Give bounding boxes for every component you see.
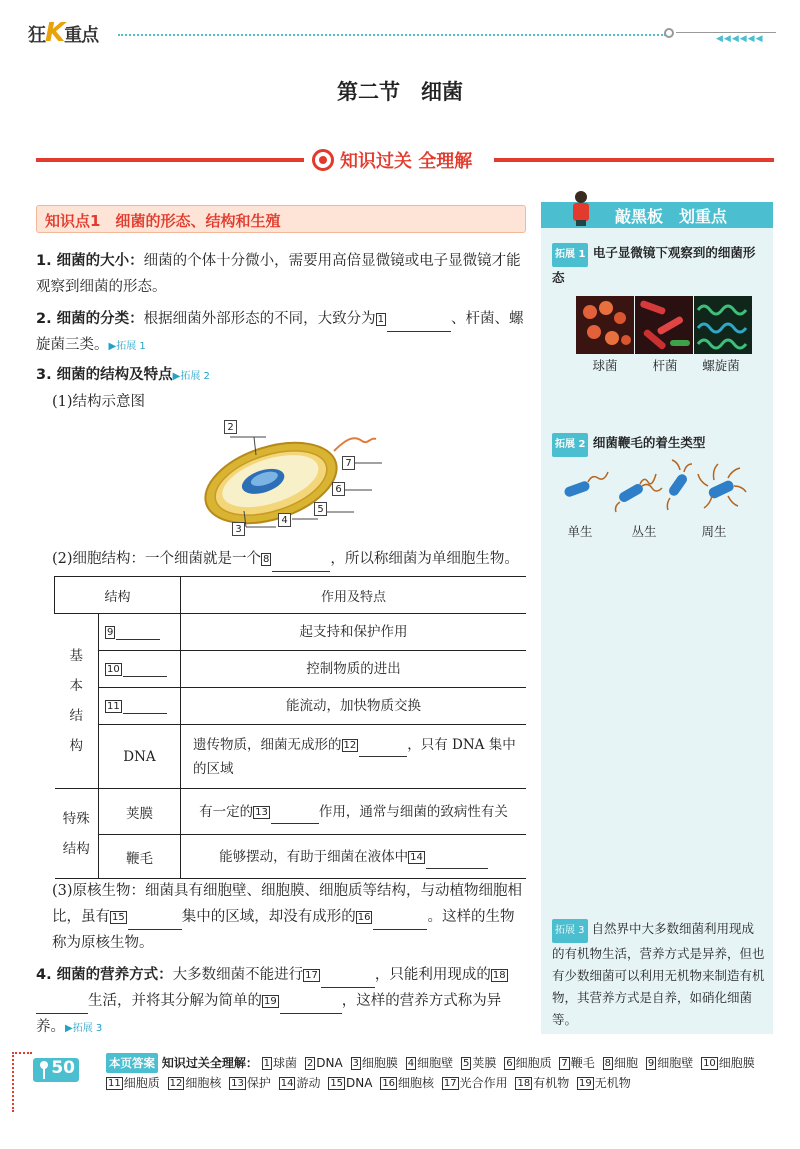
fill-blank[interactable] xyxy=(373,915,427,930)
answer-item xyxy=(577,1076,631,1090)
banner-rule-right xyxy=(494,158,774,162)
header-rule xyxy=(676,32,776,33)
diagram-label-5: 5 xyxy=(314,502,327,516)
answer-text: 细胞膜 xyxy=(718,1056,755,1070)
extension-tag: 拓展 2 xyxy=(552,433,588,457)
page-plant-icon xyxy=(36,1061,52,1079)
table-row: 10 xyxy=(99,651,181,688)
extension-tag: 拓展 3 xyxy=(552,919,588,943)
answer-text: 细胞核 xyxy=(185,1076,222,1090)
fill-blank[interactable] xyxy=(280,999,342,1014)
answer-number: 5 xyxy=(462,1058,470,1069)
page-number: 50 xyxy=(33,1058,79,1082)
answer-title: 知识过关全理解： xyxy=(161,1056,258,1070)
structure-diagram-caption: (1)结构示意图 xyxy=(52,394,146,410)
answer-item xyxy=(168,1076,222,1090)
answer-item xyxy=(328,1076,372,1090)
fill-blank[interactable] xyxy=(36,999,88,1014)
table-cell-desc: 有一定的 13 作用，通常与细菌的致病性有关 xyxy=(181,789,527,835)
answer-text: 细胞 xyxy=(614,1056,639,1070)
diagram-label-6: 6 xyxy=(332,482,345,496)
answer-number: 8 xyxy=(604,1058,611,1069)
paragraph-nutrition: 4. 细菌的营养方式：大多数细菌不能进行 17 ，只能利用现成的 18生活，并将其分解为简单的 19 ，这样的营养方式称为异养。▶拓展 3 xyxy=(36,967,506,1035)
paragraph-classification: 2. 细菌的分类：根据细菌外部形态的不同，大致分为 1 、杆菌、螺旋菌三类。▶拓展 1 xyxy=(36,311,524,353)
caption-spirillum: 螺旋菌 xyxy=(702,358,740,373)
table-row: 9 xyxy=(99,614,181,651)
answer-key xyxy=(106,1053,770,1093)
answer-item xyxy=(229,1076,271,1090)
caption-coccus: 球菌 xyxy=(592,358,618,373)
answer-text: 细胞壁 xyxy=(417,1056,454,1070)
answer-item xyxy=(279,1076,321,1090)
section-title: 第二节 细菌 xyxy=(337,79,463,104)
answer-text: DNA xyxy=(346,1076,373,1090)
answer-number: 11 xyxy=(108,1078,121,1089)
answer-number: 9 xyxy=(647,1058,655,1069)
answer-item xyxy=(380,1076,434,1090)
table-cell-desc: 能够摆动，有助于细菌在液体中 14 xyxy=(181,835,527,879)
swirl-icon xyxy=(312,149,334,171)
answer-item xyxy=(406,1056,453,1070)
answer-item xyxy=(461,1056,496,1070)
answer-item xyxy=(646,1056,693,1070)
page-frame-ornament xyxy=(12,1052,32,1112)
answer-number: 7 xyxy=(561,1058,568,1069)
answer-text: DNA xyxy=(316,1056,343,1070)
flagella-types-illustration xyxy=(558,458,758,520)
answer-number: 18 xyxy=(517,1078,531,1089)
answer-text: 细胞膜 xyxy=(361,1056,398,1070)
fill-blank[interactable] xyxy=(321,973,375,988)
table-cell-flagella: 鞭毛 xyxy=(99,835,181,879)
answer-text: 游动 xyxy=(296,1076,321,1090)
answer-number: 4 xyxy=(407,1058,415,1069)
sidebar-header: 敲黑板 划重点 xyxy=(541,202,773,228)
fill-blank[interactable] xyxy=(128,915,182,930)
electron-micrograph-image xyxy=(576,296,752,354)
answer-item xyxy=(442,1076,508,1090)
answer-item xyxy=(305,1056,343,1070)
answer-number: 3 xyxy=(352,1058,359,1069)
answer-number: 17 xyxy=(443,1078,457,1089)
header-dotted-rule xyxy=(118,34,666,36)
extension-link[interactable]: ▶拓展 1 xyxy=(108,341,146,352)
answer-text: 保护 xyxy=(246,1076,271,1090)
diagram-label-3: 3 xyxy=(232,522,245,536)
diagram-label-4: 4 xyxy=(278,513,291,527)
table-cell-desc: 遗传物质，细菌无成形的 12 ，只有 DNA 集中的区域 xyxy=(181,725,527,789)
sidebar-ext1-title: 拓展 1 电子显微镜下观察到的细菌形态 xyxy=(552,245,756,285)
answer-number: 15 xyxy=(330,1078,344,1089)
p4-label: 4. 细菌的营养方式： xyxy=(36,967,173,983)
p1-text: 细菌的个体十分微小，需要用高倍显微镜或电子显微镜才能观察到细菌的形态。 xyxy=(36,253,521,295)
answer-text: 无机物 xyxy=(594,1076,631,1090)
answer-number: 14 xyxy=(280,1078,294,1089)
blank-number: 8 xyxy=(263,553,270,565)
blank-number: 1 xyxy=(377,313,385,325)
blank-number: 17 xyxy=(305,969,318,981)
answer-item xyxy=(106,1076,160,1090)
answer-number: 6 xyxy=(506,1058,513,1069)
fill-blank[interactable] xyxy=(426,854,488,869)
caption-monotrichous: 单生 xyxy=(567,524,593,539)
banner-rule-left xyxy=(36,158,304,162)
caption-bacillus: 杆菌 xyxy=(652,358,678,373)
knowledge-point-title: 知识点1 细菌的形态、结构和生殖 xyxy=(36,205,526,233)
answer-text: 细胞核 xyxy=(398,1076,435,1090)
answer-text: 荚膜 xyxy=(472,1056,497,1070)
answer-item xyxy=(351,1056,398,1070)
table-cell-dna: DNA xyxy=(99,725,181,789)
table-row: 11 xyxy=(99,688,181,725)
p3-label: 3. 细菌的结构及特点 xyxy=(36,367,173,383)
p2-label: 2. 细菌的分类： xyxy=(36,311,144,327)
answer-text: 细胞壁 xyxy=(657,1056,694,1070)
answer-text: 有机物 xyxy=(533,1076,570,1090)
paragraph-cell-structure: (2)细胞结构：一个细菌就是一个 8 ，所以称细菌为单细胞生物。 xyxy=(52,546,532,572)
answer-item xyxy=(559,1056,594,1070)
answer-item xyxy=(603,1056,638,1070)
category-special: 特殊 结构 xyxy=(55,789,99,879)
table-cell-desc: 控制物质的进出 xyxy=(181,651,527,688)
bacterium-diagram xyxy=(196,415,396,540)
fill-blank[interactable] xyxy=(387,317,451,332)
answer-tag: 本页答案 xyxy=(106,1053,158,1073)
answer-number: 12 xyxy=(169,1078,183,1089)
answer-text: 细胞质 xyxy=(123,1076,160,1090)
category-basic: 基 本 结 构 xyxy=(55,614,99,789)
answer-item xyxy=(262,1056,297,1070)
table-cell-desc: 能流动，加快物质交换 xyxy=(181,688,527,725)
table-cell-capsule: 荚膜 xyxy=(99,789,181,835)
answer-number: 1 xyxy=(263,1058,271,1069)
diagram-label-7: 7 xyxy=(342,456,355,470)
table-header-structure: 结构 xyxy=(55,577,181,614)
fill-blank[interactable] xyxy=(271,809,319,824)
blank-number: 18 xyxy=(492,969,506,981)
brand-logo: 狂K重点 xyxy=(28,18,99,48)
blank-number: 16 xyxy=(357,911,371,923)
answer-number: 13 xyxy=(231,1078,244,1089)
extension-link[interactable]: ▶拓展 3 xyxy=(65,1023,103,1034)
caption-lophotrichous: 丛生 xyxy=(631,524,657,539)
fill-blank[interactable] xyxy=(123,699,167,714)
sidebar-ext3-text: 拓展 3 自然界中大多数细菌利用现成的有机物生活，营养方式是异养，但也有少数细菌可以利用无机物来制造有机物，其营养方式是自养，如硝化细菌等。 xyxy=(552,921,765,1027)
answer-number: 16 xyxy=(382,1078,396,1089)
header-circle-ornament xyxy=(664,28,674,38)
structure-table xyxy=(54,576,526,879)
caption-peritrichous: 周生 xyxy=(701,524,727,539)
answer-item xyxy=(504,1056,551,1070)
diagram-label-2: 2 xyxy=(224,420,237,434)
extension-link[interactable]: ▶拓展 2 xyxy=(172,371,210,382)
paragraph-structure xyxy=(36,362,526,390)
answer-text: 光合作用 xyxy=(459,1076,508,1090)
answer-text: 球菌 xyxy=(273,1056,298,1070)
table-cell-desc: 起支持和保护作用 xyxy=(181,614,527,651)
answer-item xyxy=(701,1056,755,1070)
knowledge-banner xyxy=(304,145,480,175)
header-arrows-icon: ◀◀◀◀◀◀ xyxy=(716,34,764,44)
teacher-icon xyxy=(568,190,594,226)
sidebar-ext2-title: 拓展 2 细菌鞭毛的着生类型 xyxy=(552,432,766,457)
answer-number: 2 xyxy=(306,1058,314,1069)
banner-text: 知识过关 全理解 xyxy=(340,151,473,172)
p1-label: 1. 细菌的大小： xyxy=(36,253,144,269)
answer-item xyxy=(515,1076,569,1090)
fill-blank[interactable] xyxy=(272,557,330,572)
answer-text: 鞭毛 xyxy=(570,1056,595,1070)
table-header-function: 作用及特点 xyxy=(181,577,527,614)
paragraph-size xyxy=(36,248,526,300)
fill-blank[interactable] xyxy=(116,625,160,640)
blank-number: 15 xyxy=(112,911,125,923)
answer-number: 19 xyxy=(579,1078,592,1089)
extension-tag: 拓展 1 xyxy=(552,243,588,267)
fill-blank[interactable] xyxy=(359,742,407,757)
blank-number: 19 xyxy=(264,995,277,1007)
paragraph-prokaryote: (3)原核生物：细菌具有细胞壁、细胞膜、细胞质等结构，与动植物细胞相比，虽有 15 集中的区域，却没有成形的 16 。这样的生物称为原核生物。 xyxy=(52,883,523,951)
answer-text: 细胞质 xyxy=(515,1056,552,1070)
answer-number: 10 xyxy=(703,1058,716,1069)
fill-blank[interactable] xyxy=(123,662,167,677)
